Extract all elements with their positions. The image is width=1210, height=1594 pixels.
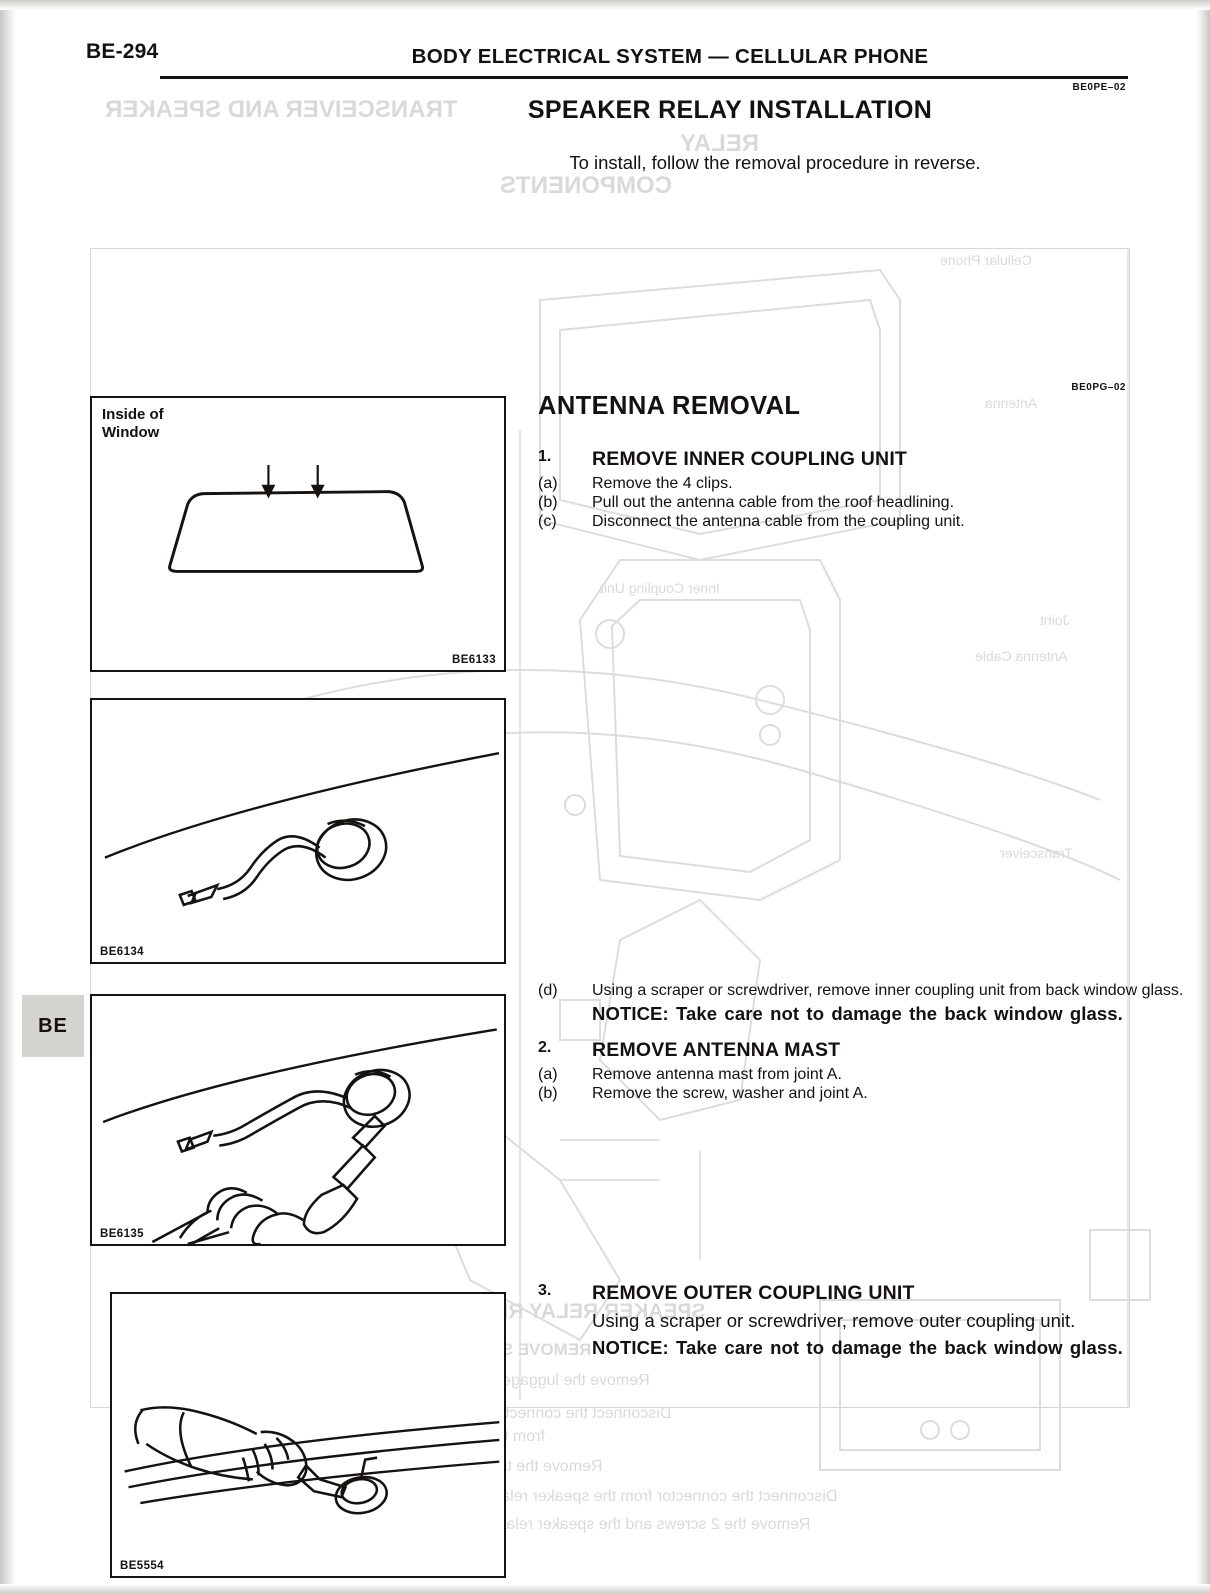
figure-1-label bbox=[102, 406, 164, 443]
ghost-label-antenna-cable: Antenna Cable bbox=[975, 648, 1068, 664]
step-2-item-a-tag: (a) bbox=[538, 1065, 558, 1083]
figure-4-drawing bbox=[112, 1294, 504, 1576]
figure-remove-outer-coupling-unit bbox=[110, 1292, 506, 1578]
ghost-label-transceiver: Transceiver bbox=[1000, 845, 1073, 861]
step-1-header bbox=[538, 448, 1178, 471]
notice-outer-coupling: NOTICE: Take care not to damage the back window glass. bbox=[592, 1336, 1123, 1358]
step-2-item-a bbox=[538, 1066, 1188, 1084]
ghost-title-1: TRANSCEIVER AND SPEAKER bbox=[105, 96, 458, 123]
step-2-item-a-text: Remove antenna mast from joint A. bbox=[592, 1065, 842, 1083]
page-edge-left bbox=[0, 0, 16, 1594]
ghost-label-step-c: Remove the transceiver. bbox=[430, 1458, 603, 1475]
step-2-number: 2. bbox=[538, 1038, 552, 1056]
step-1-item-c-tag: (c) bbox=[538, 513, 557, 530]
step-1-item-c-text: Disconnect the antenna cable from the coupling unit. bbox=[592, 513, 965, 530]
figure-inside-of-window bbox=[90, 396, 506, 672]
ghost-title-2: RELAY bbox=[680, 130, 760, 157]
step-1-item-b bbox=[538, 494, 1178, 512]
step-1-title: REMOVE INNER COUPLING UNIT bbox=[592, 448, 908, 470]
section-code-antenna: BE0PG–02 bbox=[1071, 382, 1126, 393]
step-1-item-c bbox=[538, 513, 1178, 531]
step-3-number: 3. bbox=[538, 1282, 552, 1299]
figure-antenna-cable-coupling bbox=[90, 698, 506, 964]
figure-2-drawing bbox=[92, 700, 504, 962]
step-block-1 bbox=[538, 448, 1178, 532]
section-tab-be: BE bbox=[22, 995, 84, 1057]
step-1-item-a-tag: (a) bbox=[538, 475, 558, 492]
speaker-relay-installation-note: To install, follow the removal procedure in reverse. bbox=[569, 152, 981, 173]
ghost-label-step-d2: from bbox=[512, 1428, 545, 1445]
step-block-3 bbox=[538, 1282, 1188, 1361]
ghost-title-3: COMPONENTS bbox=[500, 172, 673, 199]
step-2-title: REMOVE ANTENNA MAST bbox=[592, 1038, 841, 1061]
step-1-item-b-tag: (b) bbox=[538, 494, 558, 511]
ghost-label-speaker-relay-removal: SPEAKER RELAY REMOVAL bbox=[420, 1300, 706, 1323]
antenna-removal-title: ANTENNA REMOVAL bbox=[538, 392, 801, 420]
notice-inner-coupling: NOTICE: Take care not to damage the back window glass. bbox=[592, 1003, 1123, 1024]
ghost-label-antenna: Antenna bbox=[985, 395, 1038, 411]
step-1-item-b-text: Pull out the antenna cable from the roof headlining. bbox=[592, 494, 955, 511]
step-1-number: 1. bbox=[538, 448, 552, 465]
figure-1-id: BE6133 bbox=[452, 654, 496, 666]
step-block-2 bbox=[538, 982, 1188, 1104]
step-1-item-d-tag: (d) bbox=[538, 982, 558, 999]
step-3-header bbox=[538, 1282, 1188, 1305]
ghost-label-step-b: Disconnect the connector from the speaker relay. bbox=[490, 1488, 838, 1505]
figure-1-label-line1: Inside of bbox=[102, 406, 164, 423]
page-header-title: BODY ELECTRICAL SYSTEM — CELLULAR PHONE bbox=[411, 45, 929, 68]
step-2-header bbox=[538, 1039, 1188, 1062]
ghost-label-remove-speaker-relay: REMOVE bbox=[517, 1340, 592, 1359]
step-3-body: Using a scraper or screwdriver, remove outer coupling unit. bbox=[592, 1310, 1076, 1331]
step-2-item-b-text: Remove the screw, washer and joint A. bbox=[592, 1084, 868, 1102]
step-3-title: REMOVE OUTER COUPLING UNIT bbox=[592, 1282, 915, 1304]
figure-2-id: BE6134 bbox=[100, 946, 144, 958]
section-code-speaker: BE0PE–02 bbox=[1072, 82, 1126, 93]
step-1-item-a bbox=[538, 475, 1178, 493]
step-1-item-a-text: Remove the 4 clips. bbox=[592, 475, 733, 492]
step-1-item-d bbox=[538, 982, 1188, 1000]
ghost-label-inner-coupling-unit: Inner Coupling Unit bbox=[600, 580, 720, 596]
step-1-item-d-text: Using a scraper or screwdriver, remove inner coupling unit from back window glass. bbox=[592, 982, 1184, 999]
page-edge-bottom bbox=[0, 1584, 1210, 1594]
ghost-label-cellular-phone: Cellular Phone bbox=[940, 252, 1032, 268]
ghost-label-joint: Joint bbox=[1040, 612, 1070, 628]
page-edge-top bbox=[0, 0, 1210, 10]
ghost-label-step-e: Remove the luggage LH cover. bbox=[430, 1372, 650, 1389]
page-edge-right bbox=[1196, 0, 1210, 1594]
figure-3-drawing bbox=[92, 996, 504, 1244]
ghost-label-step-d: Disconnect the connectors and the bbox=[425, 1405, 672, 1422]
figure-4-id: BE5554 bbox=[120, 1560, 164, 1572]
ghost-label-step-a: Remove the 2 screws and the speaker relay. bbox=[495, 1516, 811, 1533]
figure-remove-inner-coupling-unit bbox=[90, 994, 506, 1246]
figure-3-id: BE6135 bbox=[100, 1228, 144, 1240]
figure-1-label-line2: Window bbox=[102, 424, 160, 442]
header-rule bbox=[160, 76, 1128, 79]
step-2-item-b-tag: (b) bbox=[538, 1084, 558, 1102]
page-number: BE-294 bbox=[86, 40, 159, 63]
speaker-relay-installation-title: SPEAKER RELAY INSTALLATION bbox=[527, 96, 933, 124]
step-2-item-b bbox=[538, 1085, 1188, 1103]
